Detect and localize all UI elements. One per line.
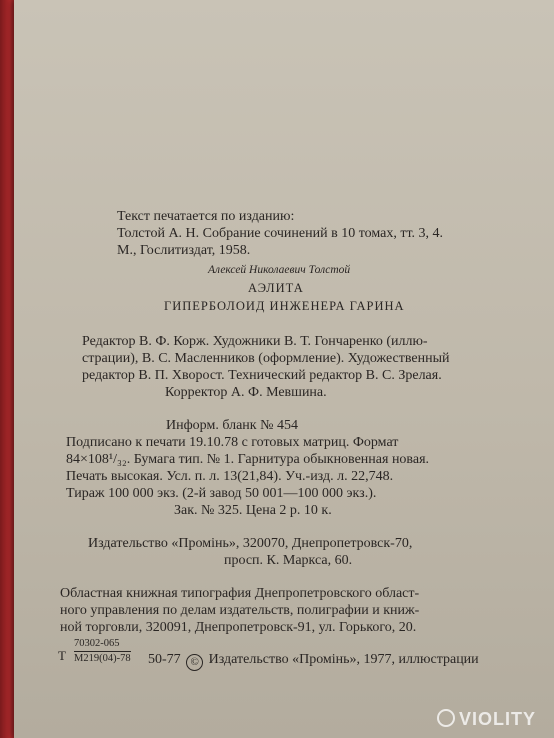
inform-blank: Информ. бланк № 454 xyxy=(166,418,298,433)
publisher-line-1: Издательство «Промінь», 320070, Днепропетровск-70, xyxy=(88,536,413,551)
bbk-code xyxy=(74,637,131,666)
book-page xyxy=(14,0,554,738)
bbk-code-tail: 50-77 xyxy=(148,652,181,667)
source-line-3: М., Гослитиздат, 1958. xyxy=(117,243,251,258)
credits-line-2: страции), В. С. Масленников (оформление). Художественный xyxy=(82,351,450,366)
imprint-line-2: 84×108¹/₃₂. Бумага тип. № 1. Гарнитура обыкновенная новая. xyxy=(66,452,430,467)
credits-line-3: редактор В. П. Хворост. Технический редактор В. С. Зрелая. xyxy=(82,368,442,383)
author-name: Алексей Николаевич Толстой xyxy=(208,264,351,276)
bbk-code-bottom: М219(04)-78 xyxy=(74,653,131,664)
watermark xyxy=(437,709,536,730)
source-line-2: Толстой А. Н. Собрание сочинений в 10 томах, тт. 3, 4. xyxy=(117,226,444,241)
title-hyperboloid: ГИПЕРБОЛОИД ИНЖЕНЕРА ГАРИНА xyxy=(164,299,405,313)
title-aelita: АЭЛИТА xyxy=(248,281,304,295)
source-line-1: Текст печатается по изданию: xyxy=(117,209,295,224)
watermark-text: VIOLITY xyxy=(458,709,536,729)
printer-line-2: ного управления по делам издательств, полиграфии и книж- xyxy=(60,603,420,618)
imprint-line-1: Подписано к печати 19.10.78 с готовых матриц. Формат xyxy=(66,435,399,450)
copyright-text: Издательство «Промінь», 1977, иллюстрации xyxy=(208,652,479,667)
imprint-line-4: Тираж 100 000 экз. (2-й завод 50 001—100 000 экз.). xyxy=(66,486,377,501)
credits-line-4: Корректор А. Ф. Мевшина. xyxy=(165,385,327,400)
copyright-icon: © xyxy=(186,654,203,671)
watermark-logo-icon xyxy=(437,709,455,727)
imprint-line-3: Печать высокая. Усл. п. л. 13(21,84). Уч.-изд. л. 22,748. xyxy=(66,469,394,484)
imprint-line-5: Зак. № 325. Цена 2 р. 10 к. xyxy=(174,503,332,518)
copyright-line xyxy=(148,651,479,671)
credits-line-1: Редактор В. Ф. Корж. Художники В. Т. Гончаренко (иллю- xyxy=(82,334,428,349)
printer-line-3: ной торговли, 320091, Днепропетровск-91, ул. Горького, 20. xyxy=(60,620,417,635)
printer-line-1: Областная книжная типография Днепропетровского област- xyxy=(60,586,420,601)
publisher-line-2: просп. К. Маркса, 60. xyxy=(224,553,353,568)
bbk-code-top: 70302-065 xyxy=(74,638,120,649)
bottom-letter: Т xyxy=(58,648,66,663)
